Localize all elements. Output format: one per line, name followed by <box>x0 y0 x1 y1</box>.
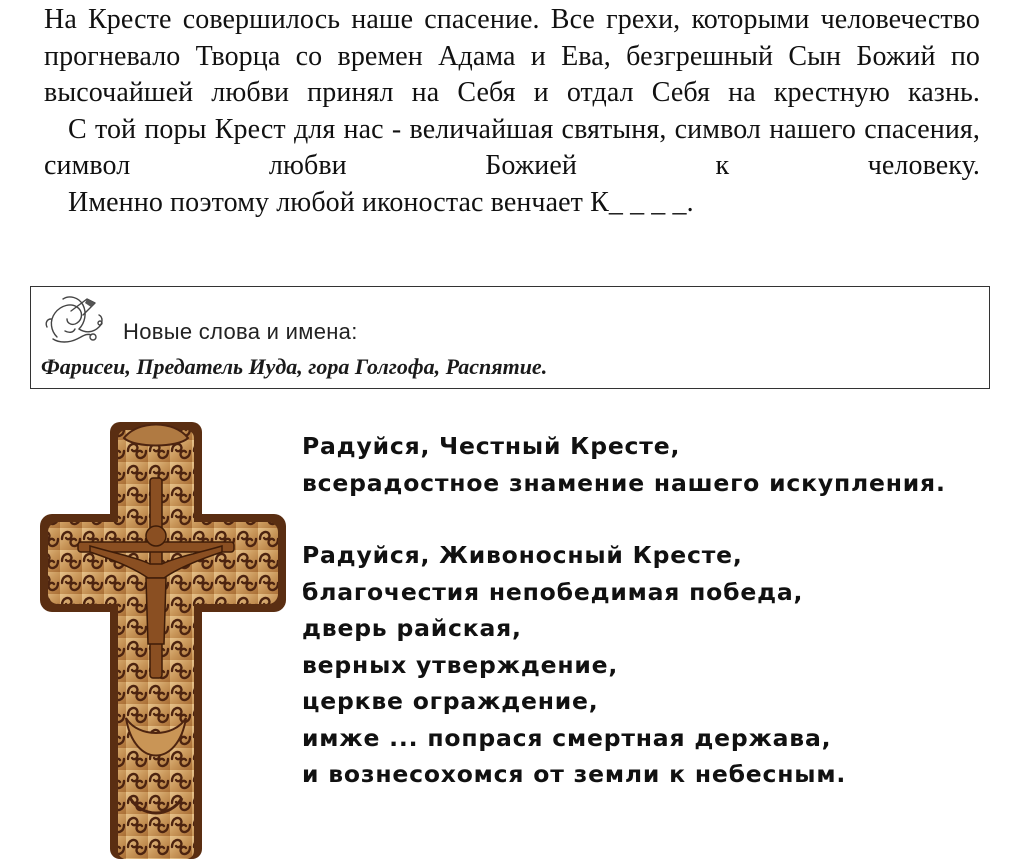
stanza-gap <box>302 501 1002 537</box>
vocabulary-heading: Новые слова и имена: <box>123 319 358 344</box>
carved-wooden-cross <box>38 418 288 859</box>
paragraph-3: Именно поэтому любой иконостас венчает К_ _ _ _. <box>68 186 694 218</box>
paragraph-2: С той поры Крест для нас - величайшая святыня, символ нашего спасения, символ любви Божией к человеку. <box>44 113 980 181</box>
prayer-line: имже ... попрася смертная держава, <box>302 723 832 752</box>
prayer-line: церкве ограждение, <box>302 687 599 715</box>
body-text <box>44 2 980 221</box>
prayer-line: Радуйся, Честный Кресте, <box>302 432 681 460</box>
prayer-line: и вознесохомся от земли к небесным. <box>302 760 847 788</box>
prayer-line: всерадостное знамение нашего искупления. <box>302 468 946 497</box>
vocabulary-words: Фарисеи, Предатель Иуда, гора Голгофа, Распятие. <box>41 354 548 379</box>
prayer <box>302 428 1002 793</box>
paragraph-1: На Кресте совершилось наше спасение. Все грехи, которыми человечество прогневало Творца со времен Адама и Ева, безгрешный Сын Божий по высочайшей любви принял на Себя и отдал Себя на крестную казнь. <box>44 4 980 108</box>
prayer-line: Радуйся, Живоносный Кресте, <box>302 541 743 569</box>
vocabulary-box <box>30 286 990 389</box>
prayer-line: дверь райская, <box>302 614 522 642</box>
decorative-scroll-icon <box>43 293 107 347</box>
prayer-line: верных утверждение, <box>302 650 619 679</box>
prayer-line: благочестия непобедимая победа, <box>302 577 804 606</box>
